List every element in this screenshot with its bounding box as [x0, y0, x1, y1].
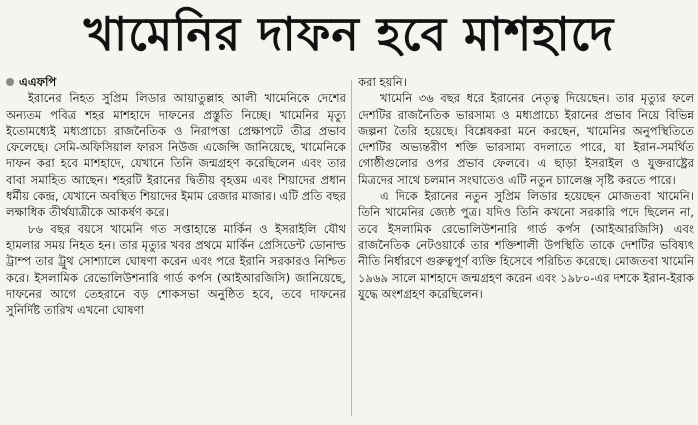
paragraph: এ দিকে ইরানের নতুন সুপ্রিম লিডার হয়েছেন মোজতবা খামেনি। তিনি খামেনির জ্যেষ্ঠ পুত্র। যদিও তিনি কখনো সরকারি পদে ছিলেন না, তবে ইসলামিক রেভোলিউশনারি গার্ড কর্পস (আইআরজিসি) এবং রাজনৈতিক নেটওয়ার্কে তার শক্তিশালী উপস্থিতি তাকে দেশটির ভবিষ্যৎ নীতি নির্ধারণে গুরুত্বপূর্ণ ব্যক্তি হিসেবে পরিচিত করেছে। মোজতবা খামেনি ১৯৬৯ সালে মাশহাদে জন্মগ্রহণ করেন এবং ১৯৮০-এর দশকে ইরান-ইরাক যুদ্ধে অংশগ্রহণ করেছিলেন। [358, 189, 694, 301]
headline: খামেনির দাফন হবে মাশহাদে [83, 7, 615, 61]
byline [6, 74, 346, 90]
paragraph-continued: করা হয়নি। [358, 75, 407, 89]
paragraph: ইরানের নিহত সুপ্রিম লিডার আয়াতুল্লাহ আলী খামেনিকে দেশের অন্যতম পবিত্র শহর মাশহাদে দাফনের প্রস্তুতি নিচ্ছে। খামেনির মৃত্যু ইতোমধ্যেই মধ্যপ্রাচ্যে রাজনৈতিক ও নিরাপত্তা প্রেক্ষাপটে তীব্র প্রভাব ফেলেছে। সেমি-অফিসিয়াল ফারস নিউজ এজেন্সি জানিয়েছে, খামেনিকে দাফন করা হবে মাশহাদে, যেখানে তিনি জন্মগ্রহণ করেছিলেন এবং তার বাবা সমাহিত আছেন। শহরটি ইরানের দ্বিতীয় বৃহত্তম এবং শিয়াদের প্রধান ধর্মীয় কেন্দ্র, যেখানে অবস্থিত শিয়াদের ইমাম রেজার মাজার। এটি প্রতি বছর লক্ষাধিক তীর্থযাত্রীকে আকর্ষণ করে। [6, 91, 346, 220]
paragraph: ৮৬ বছর বয়সে খামেনি গত সপ্তাহান্তে মার্কিন ও ইসরাইলি যৌথ হামলার সময় নিহত হন। তার মৃত্যুর খবর প্রথমে মার্কিন প্রেসিডেন্ট ডোনাল্ড ট্রাম্প তার ট্রুথ সোশ্যালে ঘোষণা করেন এবং পরে ইরানি সরকারও নিশ্চিত করে। ইসলামিক রেভোলিউশনারি গার্ড কর্পস (আইআরজিসি) জানিয়েছে, দাফনের আগে তেহরানে বড় শোকসভা অনুষ্ঠিত হবে, তবে দাফনের সুনির্দিষ্ট তারিখ এখনো ঘোষণা [6, 221, 346, 318]
paragraph: খামেনি ৩৬ বছর ধরে ইরানের নেতৃত্ব দিয়েছেন। তার মৃত্যুর ফলে দেশটির রাজনৈতিক ভারসাম্য ও মধ্যপ্রাচ্যে ইরানের প্রভাব নিয়ে বিভিন্ন জল্পনা তৈরি হয়েছে। বিশ্লেষকরা মনে করছেন, খামেনির অনুপস্থিতিতে দেশটির অভ্যন্তরীণ শক্তি ভারসাম্য বদলাতে পারে, যা ইরান-সমর্থিত গোষ্ঠীগুলোর ওপর প্রভাব ফেলবে। এ ছাড়া ইসরাইল ও যুক্তরাষ্ট্রের মিত্রদের সাথে চলমান সংঘাতেও এটি নতুন চ্যালেঞ্জ সৃষ্টি করতে পারে। [358, 91, 694, 187]
byline-text: এএফপি [19, 75, 57, 89]
left-column [6, 74, 346, 422]
column-divider [351, 80, 352, 416]
bullet-icon [6, 78, 14, 86]
right-column [358, 74, 694, 422]
